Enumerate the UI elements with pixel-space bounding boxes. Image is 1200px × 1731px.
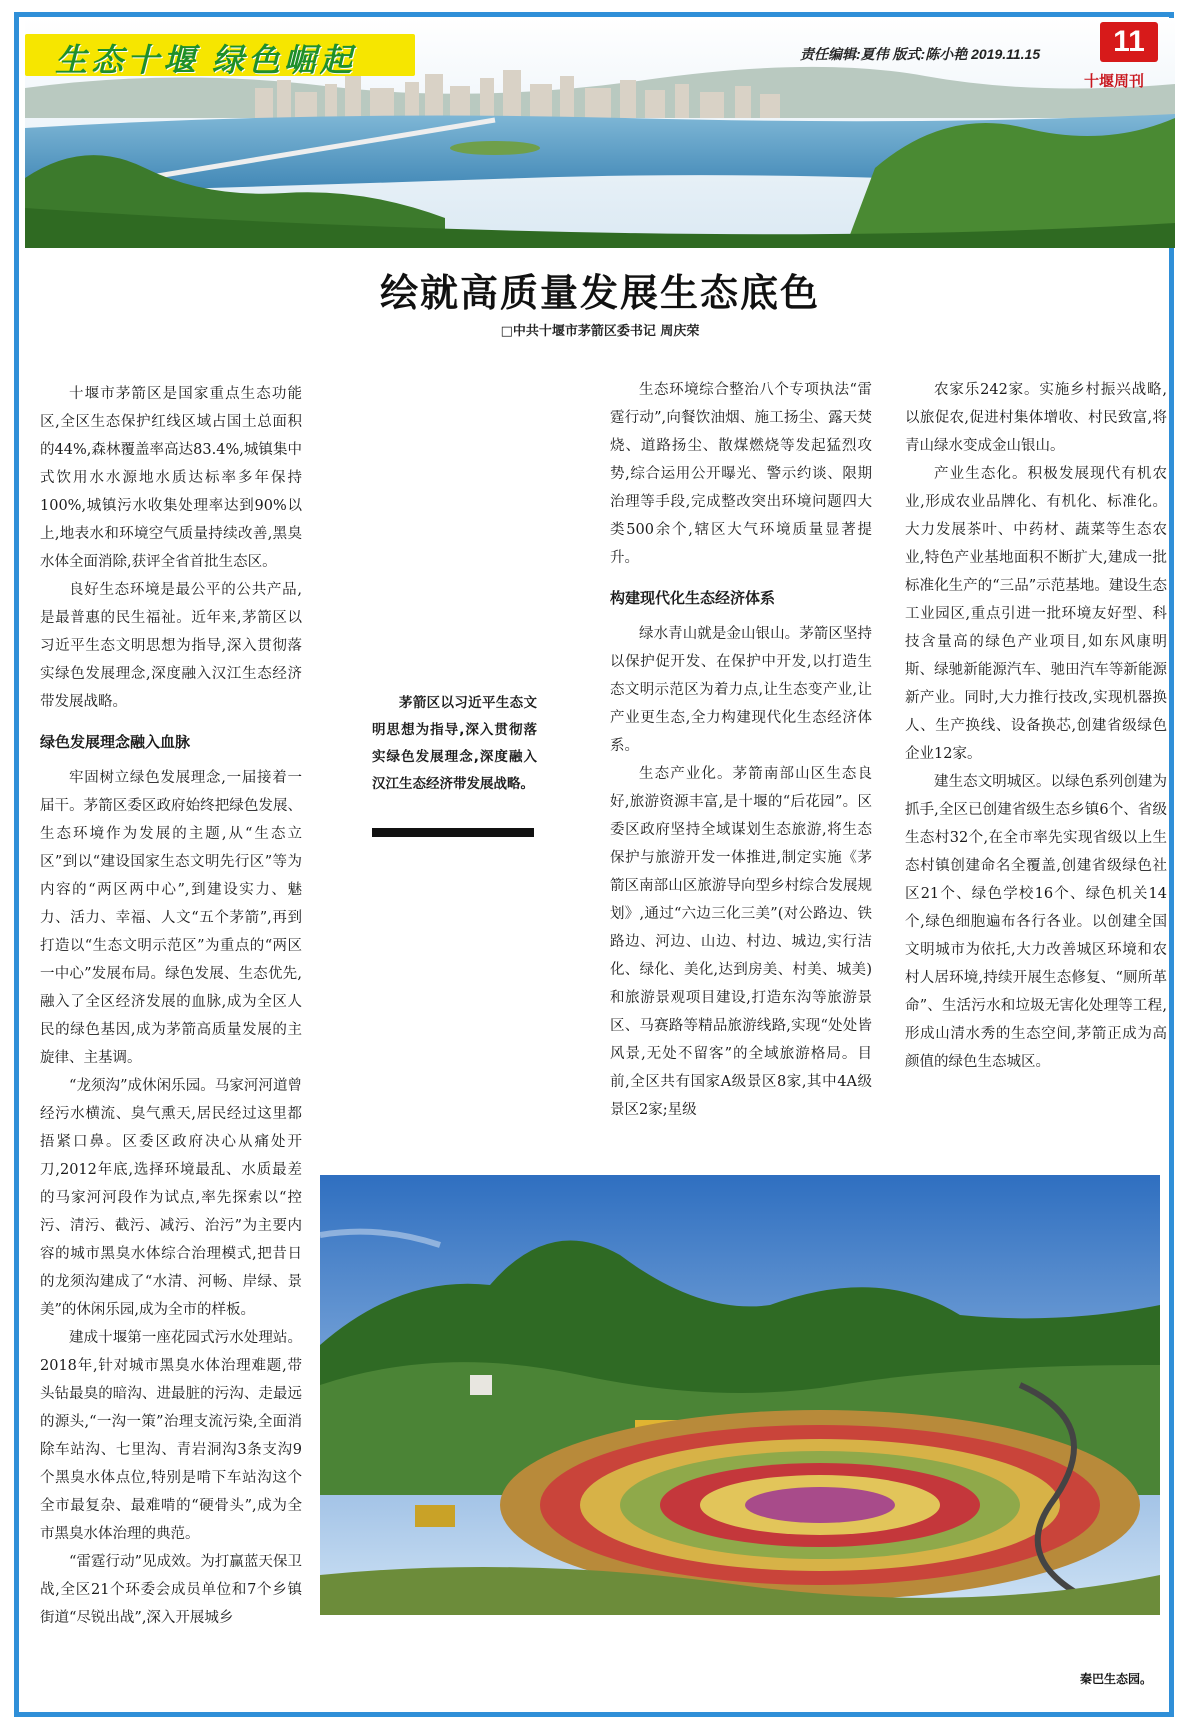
section-heading: 构建现代化生态经济体系: [610, 589, 776, 607]
paper-name: 十堰周刊: [1084, 72, 1145, 90]
paragraph: 牢固树立绿色发展理念,一届接着一届干。茅箭区委区政府始终把绿色发展、生态环境作为发展的主题,从“生态立区”到以“建设国家生态文明先行区”等为内容的“两区两中心”,到建设实力、魅力、活力、幸福、人文“五个茅箭”,再到打造以“生态文明示范区”为重点的“两区一中心”发展布局。绿色发展、生态优先,融入了全区经济发展的血脉,成为全区人民的绿色基因,成为茅箭高质量发展的主旋律、主基调。: [40, 770, 302, 1066]
section-heading: 绿色发展理念融入血脉: [40, 733, 191, 751]
qinba-ecopark-photo: [320, 1175, 1160, 1615]
article-column-3: [610, 376, 872, 1124]
paragraph: 产业生态化。积极发展现代有机农业,形成农业品牌化、有机化、标准化。大力发展茶叶、中药材、蔬菜等生态农业,特色产业基地面积不断扩大,建成一批标准化生产的“三品”示范基地。建设生态工业园区,重点引进一批环境友好型、科技含量高的绿色产业项目,如东风康明斯、绿驰新能源汽车、驰田汽车等新能源新产业。同时,大力推行技改,实现机器换人、生产换线、设备换芯,创建省级绿色企业12家。: [905, 466, 1167, 762]
article-title: 绘就高质量发展生态底色: [379, 270, 820, 315]
paragraph: 良好生态环境是最公平的公共产品,是最普惠的民生福祉。近年来,茅箭区以习近平生态文明思想为指导,深入贯彻落实绿色发展理念,深度融入汉江生态经济带发展战略。: [40, 582, 302, 710]
paragraph: 绿水青山就是金山银山。茅箭区坚持以保护促开发、在保护中开发,以打造生态文明示范区为着力点,让生态变产业,让产业更生态,全力构建现代化生态经济体系。: [610, 626, 872, 754]
paragraph: 十堰市茅箭区是国家重点生态功能区,全区生态保护红线区域占国土总面积的44%,森林覆盖率高达83.4%,城镇集中式饮用水水源地水质达标率多年保持100%,城镇污水收集处理率达到90%以上,地表水和环境空气质量持续改善,黑臭水体全面消除,获评全省首批生态区。: [40, 386, 302, 570]
paragraph: 建生态文明城区。以绿色系列创建为抓手,全区已创建省级生态乡镇6个、省级生态村32个,在全市率先实现省级以上生态村镇创建命名全覆盖,创建省级绿色社区21个、绿色学校16个、绿色机关14个,绿色细胞遍布各行各业。以创建全国文明城市为依托,大力改善城区环境和农村人居环境,持续开展生态修复、“厕所革命”、生活污水和垃圾无害化处理等工程,形成山清水秀的生态空间,茅箭正成为高颜值的绿色生态城区。: [905, 774, 1167, 1070]
column-title: 生态十堰 绿色崛起: [55, 42, 356, 78]
paragraph: 建成十堰第一座花园式污水处理站。2018年,针对城市黑臭水体治理难题,带头钻最臭的暗沟、进最脏的污沟、走最远的源头,“一沟一策”治理支流污染,全面消除车站沟、七里沟、青岩洞沟3条支沟9个黑臭水体点位,特别是啃下车站沟这个全市最复杂、最难啃的“硬骨头”,成为全市黑臭水体治理的典范。: [40, 1330, 302, 1542]
photo-caption: 秦巴生态园。: [1080, 1672, 1153, 1686]
paragraph: “龙须沟”成休闲乐园。马家河河道曾经污水横流、臭气熏天,居民经过这里都捂紧口鼻。区委区政府决心从痛处开刀,2012年底,选择环境最乱、水质最差的马家河河段作为试点,率先探索以“控污、清污、截污、减污、治污”为主要内容的城市黑臭水体综合治理模式,把昔日的龙须沟建成了“水清、河畅、岸绿、景美”的休闲乐园,成为全市的样板。: [40, 1078, 302, 1318]
page-number: 11: [1100, 22, 1158, 62]
paragraph: 生态产业化。茅箭南部山区生态良好,旅游资源丰富,是十堰的“后花园”。区委区政府坚持全域谋划生态旅游,将生态保护与旅游开发一体推进,制定实施《茅箭区南部山区旅游导向型乡村综合发展规划》,通过“六边三化三美”(对公路边、铁路边、河边、山边、村边、城边,实行洁化、绿化、美化,达到房美、村美、城美)和旅游景观项目建设,打造东沟等旅游景区、马赛路等精品旅游线路,实现“处处皆风景,无处不留客”的全域旅游格局。目前,全区共有国家A级景区8家,其中4A级景区2家;星级: [610, 766, 872, 1118]
paragraph: 生态环境综合整治八个专项执法“雷霆行动”,向餐饮油烟、施工扬尘、露天焚烧、道路扬尘、散煤燃烧等发起猛烈攻势,综合运用公开曝光、警示约谈、限期治理等手段,完成整改突出环境问题四大类500余个,辖区大气环境质量显著提升。: [610, 382, 872, 566]
article-column-1: [40, 380, 302, 1632]
pull-quote-rule: [372, 828, 534, 837]
editor-credits: 责任编辑:夏伟 版式:陈小艳 2019.11.15: [800, 46, 1041, 62]
paragraph: 农家乐242家。实施乡村振兴战略,以旅促农,促进村集体增收、村民致富,将青山绿水变成金山银山。: [905, 382, 1167, 454]
article-column-4: [905, 376, 1167, 1076]
pull-quote: [372, 690, 537, 798]
paragraph: “雷霆行动”见成效。为打赢蓝天保卫战,全区21个环委会成员单位和7个乡镇街道“尽锐出战”,深入开展城乡: [40, 1554, 302, 1626]
article-byline: □中共十堰市茅箭区委书记 周庆荣: [500, 324, 700, 339]
pull-quote-text: 茅箭区以习近平生态文明思想为指导,深入贯彻落实绿色发展理念,深度融入汉江生态经济带发展战略。: [372, 695, 537, 792]
